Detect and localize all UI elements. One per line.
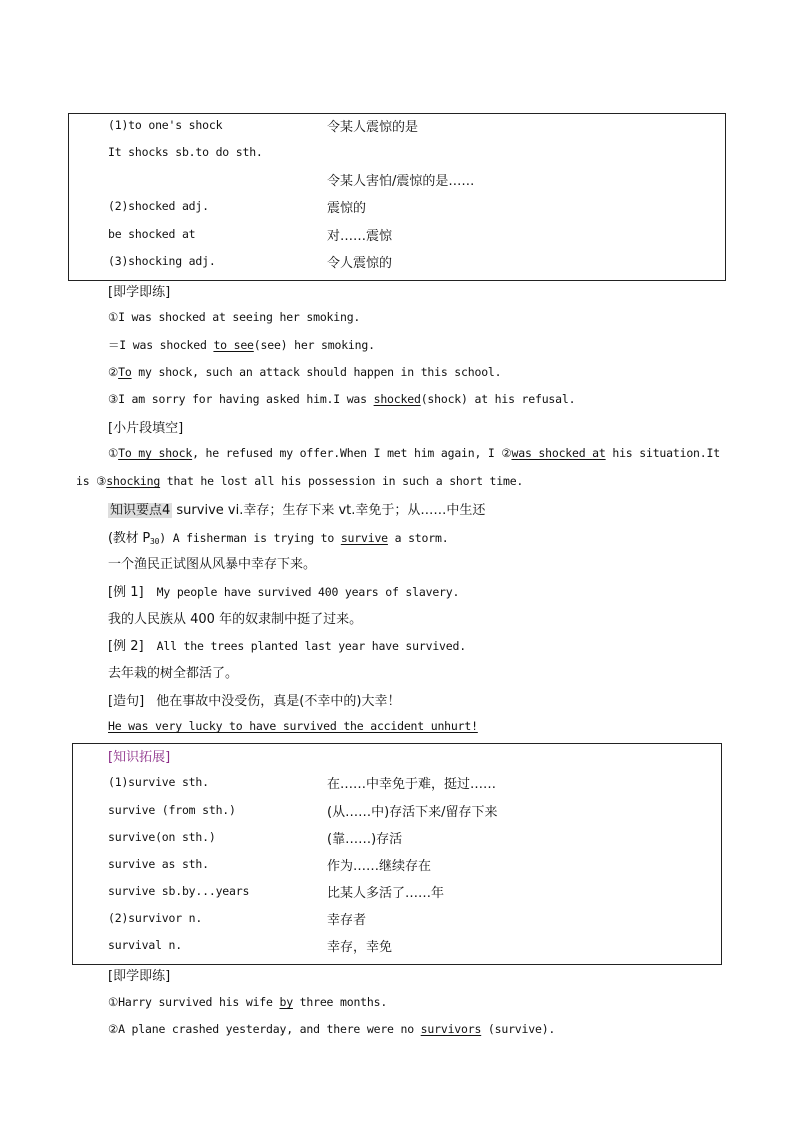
practice2-line-2 [108, 1022, 555, 1036]
fill-line-1-num: ① [108, 446, 119, 460]
practice2-line-1 [108, 995, 387, 1009]
answer-to-see: to see [213, 338, 254, 352]
box1-row-1-cn: 令某人震惊的是 [327, 120, 419, 135]
practice1-line-3-post: my shock, such an attack should happen in this school. [131, 365, 502, 379]
box2-row-5-en: survive sb.by...years [108, 884, 250, 898]
example-1-label: [例 1] [108, 585, 144, 600]
box2-row-7-en: survival n. [108, 938, 182, 952]
box1-row-5-cn: 对……震惊 [327, 229, 393, 244]
make-sentence-label: [造句] [108, 694, 145, 709]
example-2-translation: 去年栽的树全都活了。 [108, 666, 239, 681]
point4-title-text: survive vi.幸存；生存下来 vt.幸免于；从……中生还 [172, 503, 486, 518]
practice1-line-2-post: (see) her smoking. [253, 338, 375, 352]
practice2-line-1-pre: ①Harry survived his wife [108, 995, 280, 1009]
fill-line-1 [108, 446, 720, 460]
box2-row-2-cn: (从……中)存活下来/留存下来 [327, 805, 498, 820]
textbook-translation: 一个渔民正试图从风暴中幸存下来。 [108, 557, 317, 572]
answer-was-shocked-at: was shocked at [511, 446, 606, 460]
textbook-example [108, 527, 448, 546]
answer-to: To [118, 365, 132, 379]
box2-row-6-cn: 幸存者 [327, 913, 367, 928]
box2-row-4-cn: 作为……继续存在 [327, 859, 432, 874]
practice1-line-3-num: ② [108, 365, 119, 379]
box1-row-4-en: (2)shocked adj. [108, 199, 209, 213]
box1-row-1-en: (1)to one's shock [108, 118, 223, 132]
answer-survivors: survivors [420, 1022, 482, 1036]
point4-tag: 知识要点4 [110, 503, 171, 518]
box2-row-1-cn: 在……中幸免于难，挺过…… [327, 777, 497, 792]
practice1-line-3 [108, 365, 501, 379]
practice2-line-1-post: three months. [292, 995, 388, 1009]
make-sentence-answer [108, 719, 478, 733]
fill-line-2-pre: is ③ [76, 474, 107, 488]
practice1-line-4 [108, 392, 575, 406]
answer-to-my-shock: To my shock [118, 446, 193, 460]
answer-shocked: shocked [373, 392, 421, 406]
make-sentence-en: He was very lucky to have survived the accident unhurt! [108, 719, 478, 733]
textbook-mid: ) A fisherman is trying to [159, 531, 341, 545]
answer-shocking: shocking [106, 474, 161, 488]
example-1-en: My people have survived 400 years of slavery. [156, 585, 460, 599]
example-1 [108, 581, 459, 600]
fill-line-2-post: that he lost all his possession in such a short time. [160, 474, 524, 488]
box2-heading: [知识拓展] [108, 750, 171, 765]
practice1-line-2 [108, 337, 375, 353]
box2-row-3-en: survive(on sth.) [108, 830, 216, 844]
box2-row-7-cn: 幸存，幸免 [327, 940, 393, 955]
practice1-line-4-pre: ③I am sorry for having asked him.I was [108, 392, 374, 406]
fill-heading: [小片段填空] [108, 421, 184, 436]
box1-row-3-cn: 令某人害怕/震惊的是…… [327, 174, 475, 189]
example-1-translation: 我的人民族从 400 年的奴隶制中挺了过来。 [108, 612, 363, 627]
box2-row-6-en: (2)survivor n. [108, 911, 203, 925]
textbook-ref: (教材 P [108, 531, 151, 546]
practice2-line-2-post: (survive). [481, 1022, 556, 1036]
answer-by: by [279, 995, 293, 1009]
box2-row-5-cn: 比某人多活了……年 [327, 886, 445, 901]
practice1-line-1: ①I was shocked at seeing her smoking. [108, 310, 361, 324]
box2-row-2-en: survive (from sth.) [108, 803, 236, 817]
textbook-page: 30 [150, 537, 160, 546]
textbook-post: a storm. [387, 531, 449, 545]
practice2-line-2-pre: ②A plane crashed yesterday, and there were no [108, 1022, 421, 1036]
make-sentence [108, 690, 400, 709]
answer-survive: survive [340, 531, 388, 545]
box2-row-1-en: (1)survive sth. [108, 775, 209, 789]
fill-line-1-mid: , he refused my offer.When I met him again, I ② [192, 446, 512, 460]
fill-line-1-post: his situation.It [605, 446, 720, 460]
practice1-heading: [即学即练] [108, 285, 171, 300]
example-2-label: [例 2] [108, 639, 144, 654]
fill-line-2 [76, 474, 523, 488]
box1-row-6-cn: 令人震惊的 [327, 256, 393, 271]
box2-row-3-cn: (靠……)存活 [327, 832, 403, 847]
box1-row-2-en: It shocks sb.to do sth. [108, 145, 263, 159]
practice1-line-2-pre: ＝I was shocked [108, 338, 214, 352]
practice1-line-4-post: (shock) at his refusal. [420, 392, 576, 406]
box2-row-4-en: survive as sth. [108, 857, 209, 871]
box1-row-5-en: be shocked at [108, 227, 196, 241]
practice2-heading: [即学即练] [108, 969, 171, 984]
example-2 [108, 635, 466, 654]
point4-title [108, 499, 485, 518]
example-2-en: All the trees planted last year have survived. [156, 639, 466, 653]
make-sentence-cn: 他在事故中没受伤，真是(不幸中的)大幸！ [156, 694, 401, 709]
box1-row-4-cn: 震惊的 [327, 201, 367, 216]
box1-row-6-en: (3)shocking adj. [108, 254, 216, 268]
